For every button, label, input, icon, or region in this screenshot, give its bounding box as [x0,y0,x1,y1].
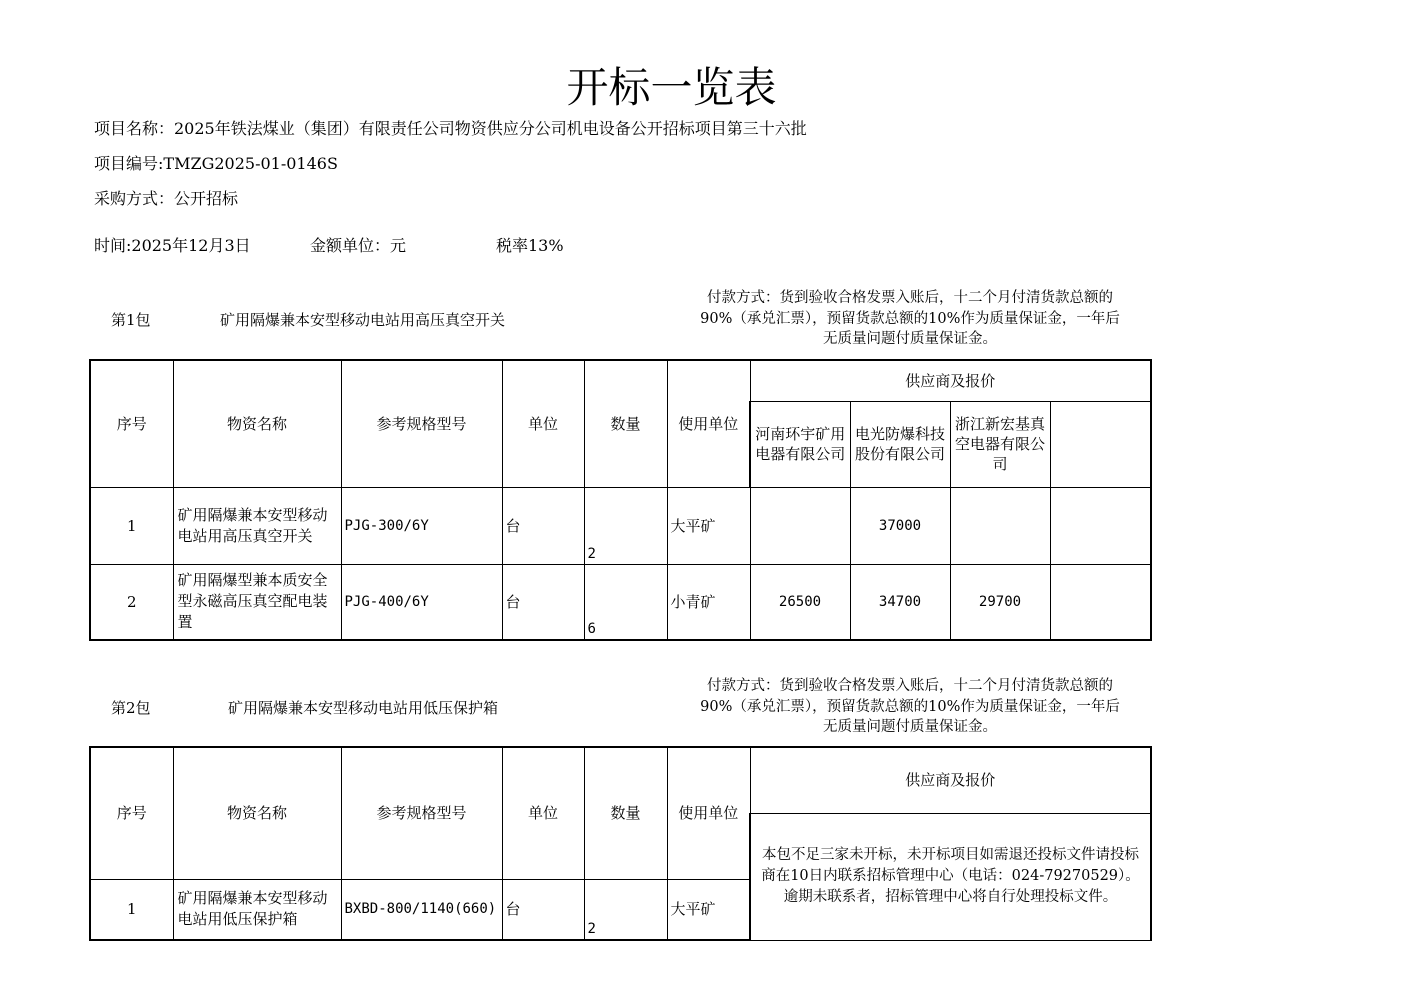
payment-line: 90%（承兑汇票），预留货款总额的10%作为质量保证金，一年后 [700,310,1120,327]
supplier-name: 浙江新宏基真空电器有限公司 [950,401,1050,487]
header-qty: 数量 [584,360,667,487]
project-code: 项目编号:TMZG2025-01-0146S [94,154,338,173]
package2-payment-terms [670,676,1150,738]
header-supplier-group: 供应商及报价 [750,747,1151,813]
row-material: 矿用隔爆兼本安型移动电站用低压保护箱 [173,879,341,940]
row-price: 37000 [850,487,950,564]
header-spec: 参考规格型号 [341,747,502,879]
header-unit: 单位 [502,360,584,487]
row-spec: BXBD-800/1140(660) [341,879,502,940]
header-qty: 数量 [584,747,667,879]
header-spec: 参考规格型号 [341,360,502,487]
supplier-name [1050,401,1151,487]
row-unit: 台 [502,879,584,940]
package1-payment-terms [670,288,1150,350]
row-price: 26500 [750,564,850,640]
supplier-name: 河南环宇矿用电器有限公司 [750,401,850,487]
row-material: 矿用隔爆型兼本质安全型永磁高压真空配电装置 [173,564,341,640]
payment-line: 付款方式：货到验收合格发票入账后，十二个月付清货款总额的 [707,678,1113,694]
row-price [950,487,1050,564]
row-seq: 2 [90,564,173,640]
row-price [1050,564,1151,640]
header-material: 物资名称 [173,360,341,487]
row-seq: 1 [90,487,173,564]
tax-rate: 税率13% [496,236,564,255]
payment-line: 无质量问题付质量保证金。 [823,719,997,735]
row-spec: PJG-300/6Y [341,487,502,564]
header-user: 使用单位 [667,747,750,879]
package1-name: 矿用隔爆兼本安型移动电站用高压真空开关 [220,311,506,329]
row-unit: 台 [502,564,584,640]
procurement-method: 采购方式：公开招标 [94,189,239,208]
package1-label: 第1包 [111,311,151,329]
unopened-notice: 本包不足三家未开标，未开标项目如需退还投标文件请投标商在10日内联系招标管理中心（电话：024-79270529）。逾期未联系者，招标管理中心将自行处理投标文件。 [750,813,1151,940]
row-user: 大平矿 [667,879,750,940]
payment-line: 无质量问题付质量保证金。 [823,331,997,347]
amount-unit: 金额单位：元 [310,236,407,255]
row-qty: 2 [584,879,667,940]
header-supplier-group: 供应商及报价 [750,360,1151,401]
bid-date: 时间:2025年12月3日 [94,236,251,255]
header-user: 使用单位 [667,360,750,487]
row-seq: 1 [90,879,173,940]
row-material: 矿用隔爆兼本安型移动电站用高压真空开关 [173,487,341,564]
row-spec: PJG-400/6Y [341,564,502,640]
payment-line: 90%（承兑汇票），预留货款总额的10%作为质量保证金，一年后 [700,698,1120,715]
row-user: 大平矿 [667,487,750,564]
supplier-name: 电光防爆科技股份有限公司 [850,401,950,487]
header-seq: 序号 [90,747,173,879]
row-price [1050,487,1151,564]
row-price: 34700 [850,564,950,640]
header-seq: 序号 [90,360,173,487]
project-name: 项目名称：2025年铁法煤业（集团）有限责任公司物资供应分公司机电设备公开招标项目第三十六批 [94,119,807,138]
row-price [750,487,850,564]
row-user: 小青矿 [667,564,750,640]
row-qty: 2 [584,487,667,564]
table-row [90,564,1151,640]
table-row [90,487,1151,564]
header-material: 物资名称 [173,747,341,879]
header-unit: 单位 [502,747,584,879]
payment-line: 付款方式：货到验收合格发票入账后，十二个月付清货款总额的 [707,290,1113,306]
package2-label: 第2包 [111,699,151,717]
package1-table [89,359,1152,641]
row-unit: 台 [502,487,584,564]
row-qty: 6 [584,564,667,640]
page-title: 开标一览表 [566,63,777,112]
row-price: 29700 [950,564,1050,640]
package2-table [89,746,1152,941]
package2-name: 矿用隔爆兼本安型移动电站用低压保护箱 [228,699,499,717]
